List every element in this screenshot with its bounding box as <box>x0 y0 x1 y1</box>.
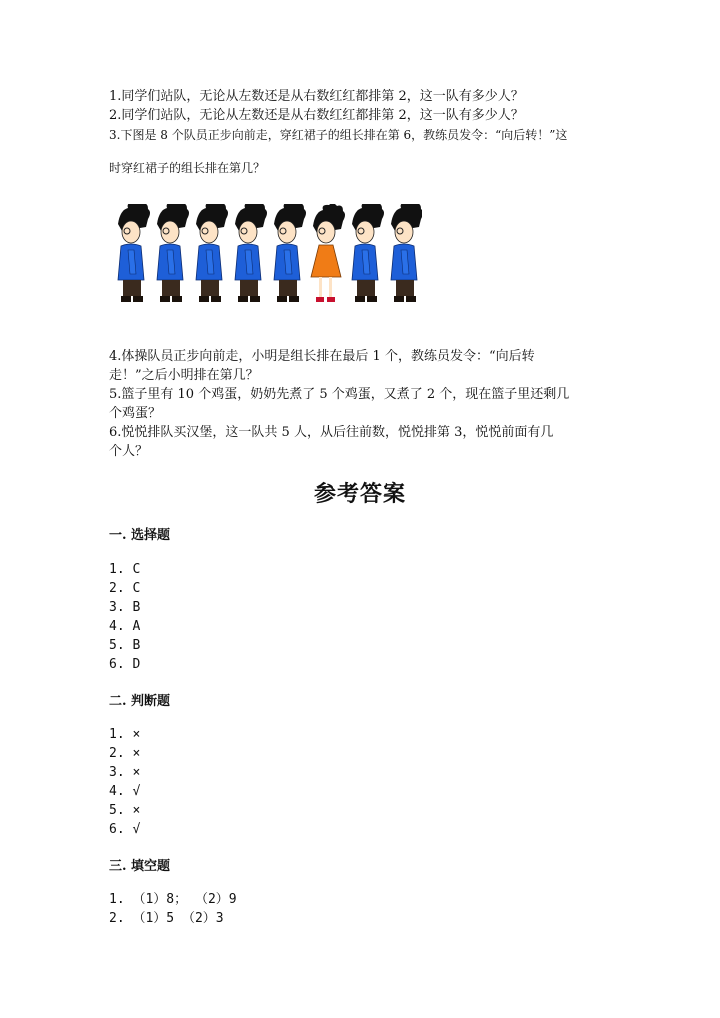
answer-item: 5. × <box>109 803 141 818</box>
question-4-cont: 走！”之后小明排在第几？ <box>109 368 259 383</box>
question-6: 6.悦悦排队买汉堡，这一队共 5 人，从后往前数，悦悦排第 3，悦悦前面有几 <box>109 425 554 440</box>
answer-item: 2. （1）5 （2）3 <box>109 911 224 926</box>
answer-item: 6. √ <box>109 822 141 837</box>
answer-item: 5. B <box>109 638 141 653</box>
answer-item: 1. × <box>109 727 141 742</box>
question-5-cont: 个鸡蛋？ <box>109 406 162 421</box>
answer-item: 3. B <box>109 600 141 615</box>
section-heading-choice: 一. 选择题 <box>109 528 171 543</box>
child-figure <box>118 204 150 302</box>
child-figure <box>352 204 384 302</box>
question-3-cont: 时穿红裙子的组长排在第几？ <box>109 161 266 175</box>
question-4: 4.体操队员正步向前走，小明是组长排在最后 1 个，教练员发令：“向后转 <box>109 349 535 364</box>
question-1: 1.同学们站队，无论从左数还是从右数红红都排第 2，这一队有多少人？ <box>109 89 524 104</box>
child-figure <box>391 204 422 302</box>
answer-item: 4. √ <box>109 784 141 799</box>
marching-children-illustration <box>110 204 422 308</box>
answer-item: 6. D <box>109 657 141 672</box>
child-figure <box>274 204 306 302</box>
child-figure <box>311 204 345 302</box>
answer-item: 3. × <box>109 765 141 780</box>
question-3: 3.下图是 8 个队员正步向前走，穿红裙子的组长排在第 6，教练员发令：“向后转！”这 <box>109 128 568 142</box>
section-heading-judge: 二. 判断题 <box>109 694 171 709</box>
child-figure <box>196 204 228 302</box>
child-figure <box>235 204 267 302</box>
answer-item: 2. × <box>109 746 141 761</box>
question-6-cont: 个人？ <box>109 444 149 459</box>
question-2: 2.同学们站队，无论从左数还是从右数红红都排第 2，这一队有多少人？ <box>109 108 524 123</box>
child-figure <box>157 204 189 302</box>
question-5: 5.篮子里有 10 个鸡蛋，奶奶先煮了 5 个鸡蛋，又煮了 2 个，现在篮子里还剩几 <box>109 387 570 402</box>
answer-item: 4. A <box>109 619 141 634</box>
answer-item: 2. C <box>109 581 141 596</box>
answer-title: 参考答案 <box>313 481 406 507</box>
answer-item: 1. （1）8； （2）9 <box>109 892 237 907</box>
section-heading-fill: 三. 填空题 <box>109 859 171 874</box>
answer-item: 1. C <box>109 562 141 577</box>
